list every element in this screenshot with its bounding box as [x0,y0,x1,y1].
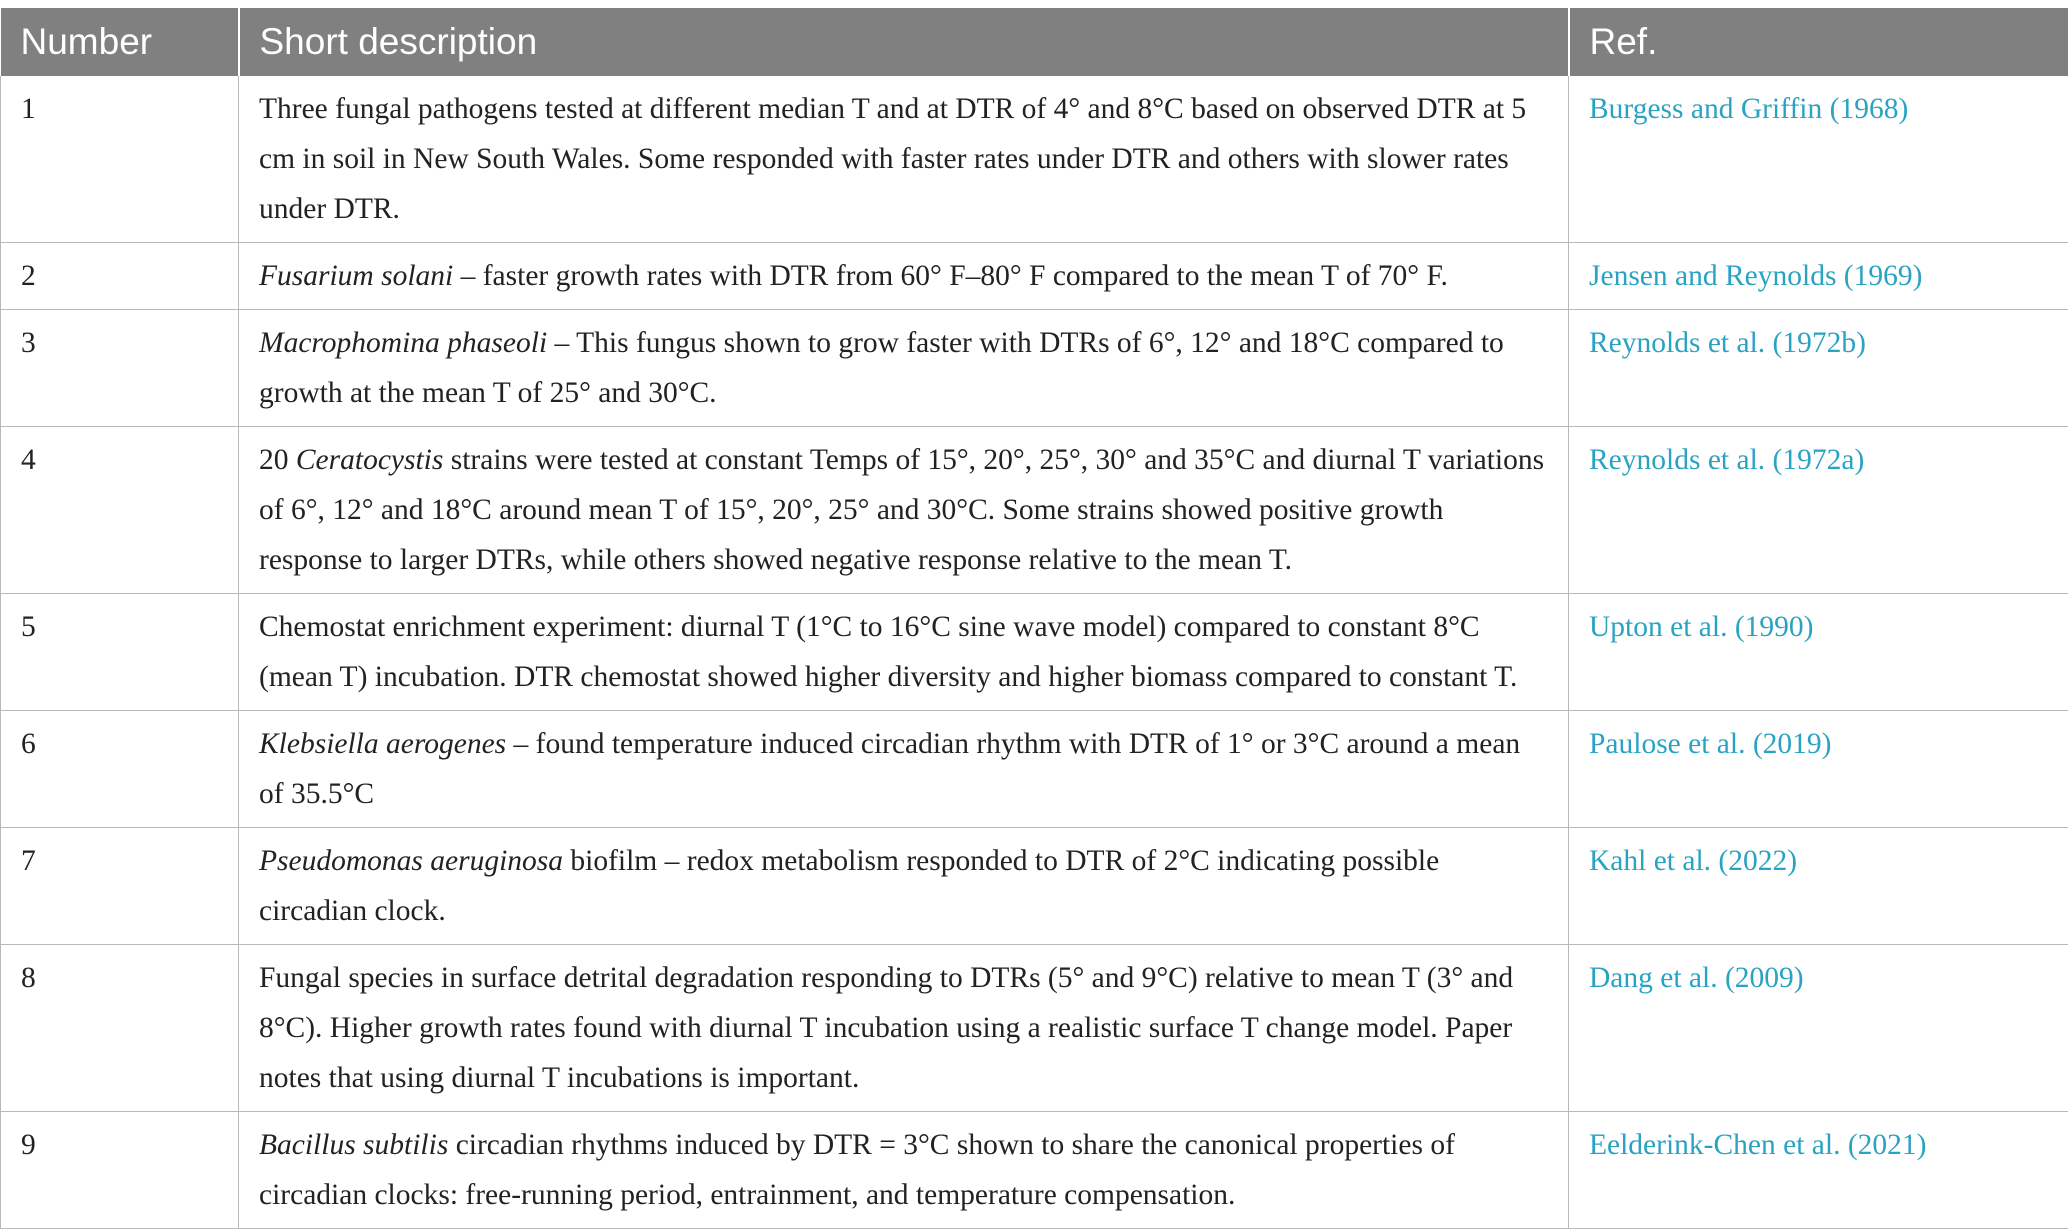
row-number: 8 [1,945,239,1112]
row-description [239,1112,1569,1229]
table-row [1,828,2068,945]
row-number: 5 [1,594,239,711]
description-text: biofilm – redox metabolism responded to DTR of 2°C indicating possible circadian clock. [259,845,1439,927]
description-prefix: 20 [259,444,296,476]
row-number: 7 [1,828,239,945]
studies-table [0,8,2068,1229]
description-text: circadian rhythms induced by DTR = 3°C shown to share the canonical properties of circadian clocks: free-running period, entrainment, and temperature compensation. [259,1129,1455,1211]
table-body [1,76,2068,1229]
description-text: – found temperature induced circadian rhythm with DTR of 1° or 3°C around a mean of 35.5°C [259,728,1520,810]
header-row [1,8,2068,76]
row-description [239,427,1569,594]
table-row [1,594,2068,711]
row-description [239,711,1569,828]
description-text: strains were tested at constant Temps of 15°, 20°, 25°, 30° and 35°C and diurnal T variations of 6°, 12° and 18°C around mean T of 15°, 20°, 25° and 30°C. Some strains showed positive growth response to larger DTRs, while others showed negative response relative to the mean T. [259,444,1544,576]
row-number: 6 [1,711,239,828]
table-row [1,711,2068,828]
table-row [1,76,2068,243]
species-name: Pseudomonas aeruginosa [259,845,563,877]
species-name: Bacillus subtilis [259,1129,448,1161]
species-name: Macrophomina phaseoli [259,327,547,359]
table-row [1,945,2068,1112]
row-description [239,243,1569,310]
header-ref: Ref. [1569,8,2068,76]
header-number: Number [1,8,239,76]
row-description [239,310,1569,427]
species-name: Klebsiella aerogenes [259,728,506,760]
row-number: 9 [1,1112,239,1229]
reference-link[interactable]: Dang et al. (2009) [1569,945,2068,1112]
table-row [1,310,2068,427]
row-number: 1 [1,76,239,243]
row-number: 3 [1,310,239,427]
row-number: 4 [1,427,239,594]
species-name: Ceratocystis [296,444,444,476]
row-description [239,828,1569,945]
description-text: Chemostat enrichment experiment: diurnal T (1°C to 16°C sine wave model) compared to constant 8°C (mean T) incubation. DTR chemostat showed higher diversity and higher biomass compared to constant T. [259,611,1517,693]
reference-link[interactable]: Eelderink-Chen et al. (2021) [1569,1112,2068,1229]
description-text: Fungal species in surface detrital degradation responding to DTRs (5° and 9°C) relative to mean T (3° and 8°C). Higher growth rates found with diurnal T incubation using a realistic surface T change model. Paper notes that using diurnal T incubations is important. [259,962,1513,1094]
header-description: Short description [239,8,1569,76]
row-description [239,76,1569,243]
row-number: 2 [1,243,239,310]
reference-link[interactable]: Reynolds et al. (1972b) [1569,310,2068,427]
reference-link[interactable]: Upton et al. (1990) [1569,594,2068,711]
table-row [1,1112,2068,1229]
species-name: Fusarium solani [259,260,453,292]
reference-link[interactable]: Jensen and Reynolds (1969) [1569,243,2068,310]
table-row [1,427,2068,594]
description-text: – faster growth rates with DTR from 60° F–80° F compared to the mean T of 70° F. [453,260,1448,292]
description-text: – This fungus shown to grow faster with DTRs of 6°, 12° and 18°C compared to growth at the mean T of 25° and 30°C. [259,327,1504,409]
table-header [1,8,2068,76]
row-description [239,945,1569,1112]
reference-link[interactable]: Burgess and Griffin (1968) [1569,76,2068,243]
description-text: Three fungal pathogens tested at different median T and at DTR of 4° and 8°C based on observed DTR at 5 cm in soil in New South Wales. Some responded with faster rates under DTR and others with slower rates under DTR. [259,93,1526,225]
reference-link[interactable]: Kahl et al. (2022) [1569,828,2068,945]
row-description [239,594,1569,711]
reference-link[interactable]: Reynolds et al. (1972a) [1569,427,2068,594]
table-row [1,243,2068,310]
reference-link[interactable]: Paulose et al. (2019) [1569,711,2068,828]
